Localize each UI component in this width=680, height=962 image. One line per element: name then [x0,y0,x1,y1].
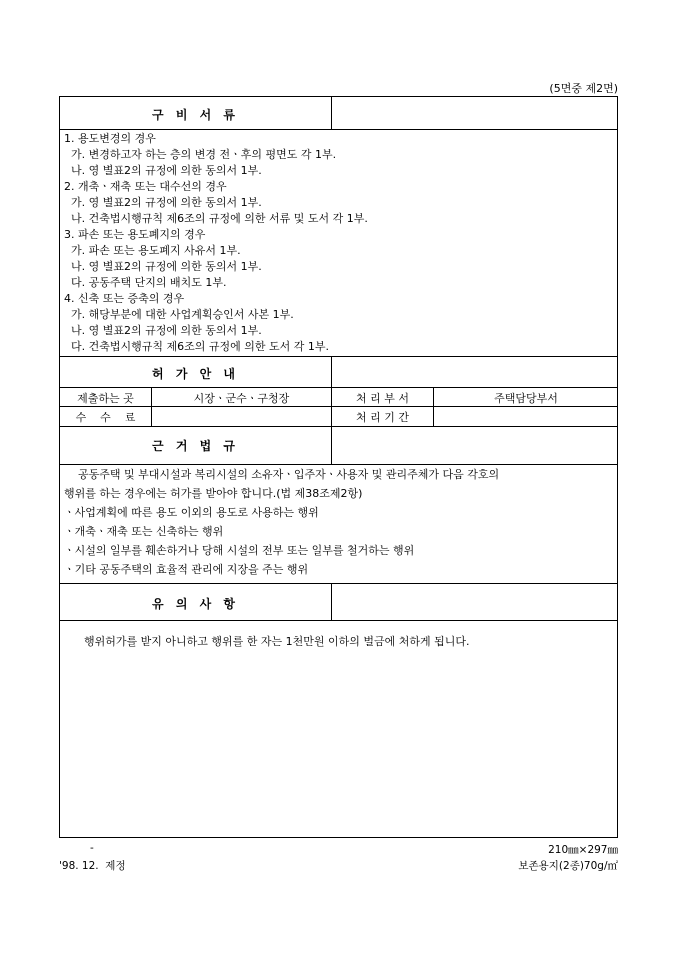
footer-enacted: '98. 12. 제정 [59,860,126,872]
law-line: ㆍ사업계획에 따른 용도 이외의 용도로 사용하는 행위 [64,506,319,519]
document-line: 가. 파손 또는 용도폐지 사유서 1부. [64,244,241,257]
divider [331,356,332,387]
period-label: 처 리 기 간 [356,411,409,424]
form-frame [59,96,618,838]
divider [60,356,617,357]
law-line: ㆍ시설의 일부를 훼손하거나 당해 시설의 전부 또는 일부를 철거하는 행위 [64,544,415,557]
footer-size: 210㎜×297㎜ [548,844,618,856]
document-line: 가. 영 별표2의 규정에 의한 동의서 1부. [64,196,262,209]
law-line: 공동주택 및 부대시설과 복리시설의 소유자ㆍ입주자ㆍ사용자 및 관리주체가 다음 각호의 [64,468,500,481]
divider [331,583,332,620]
divider [331,97,332,129]
divider [60,387,617,388]
document-line: 나. 영 별표2의 규정에 의한 동의서 1부. [64,164,262,177]
document-line: 나. 영 별표2의 규정에 의한 동의서 1부. [64,324,262,337]
law-line: ㆍ개축ㆍ재축 또는 신축하는 행위 [64,525,224,538]
notes-text: 행위허가를 받지 아니하고 행위를 한 자는 1천만원 이하의 벌금에 처하게 됩니다. [84,635,470,648]
submit-label: 제출하는 곳 [77,392,134,405]
document-line: 다. 공동주택 단지의 배치도 1부. [64,276,227,289]
document-line: 다. 건축법시행규칙 제6조의 규정에 의한 도서 각 1부. [64,340,329,353]
footer-paper: 보존용지(2종)70g/㎡ [518,860,618,872]
documents-heading: 구 비 서 류 [152,108,239,122]
fee-label: 수 수 료 [75,411,136,424]
law-line: 행위를 하는 경우에는 허가를 받아야 합니다.(법 제38조제2항) [64,487,363,500]
document-line: 나. 건축법시행규칙 제6조의 규정에 의한 서류 및 도서 각 1부. [64,212,368,225]
divider [60,426,617,427]
dept-label: 처 리 부 서 [356,392,409,405]
law-line: ㆍ기타 공동주택의 효율적 관리에 지장을 주는 행위 [64,563,309,576]
document-line: 가. 해당부분에 대한 사업계획승인서 사본 1부. [64,308,294,321]
law-heading: 근 거 법 규 [152,439,239,453]
documents-list [60,130,617,356]
document-line: 2. 개축ㆍ재축 또는 대수선의 경우 [64,180,227,193]
document-line: 가. 변경하고자 하는 층의 변경 전ㆍ후의 평면도 각 1부. [64,148,337,161]
page-reference: (5면중 제2면) [549,82,618,95]
divider [60,620,617,621]
dept-value: 주택담당부서 [494,392,558,405]
divider [331,426,332,464]
divider [60,583,617,584]
submit-value: 시장ㆍ군수ㆍ구청장 [193,392,290,405]
permit-heading: 허 가 안 내 [152,367,239,381]
document-line: 4. 신축 또는 증축의 경우 [64,292,185,305]
divider [60,406,617,407]
notes-heading: 유 의 사 항 [152,597,239,611]
document-line: 나. 영 별표2의 규정에 의한 동의서 1부. [64,260,262,273]
document-line: 3. 파손 또는 용도폐지의 경우 [64,228,206,241]
footer-dash: - [90,842,94,854]
document-line: 1. 용도변경의 경우 [64,132,156,145]
law-list [60,464,617,583]
